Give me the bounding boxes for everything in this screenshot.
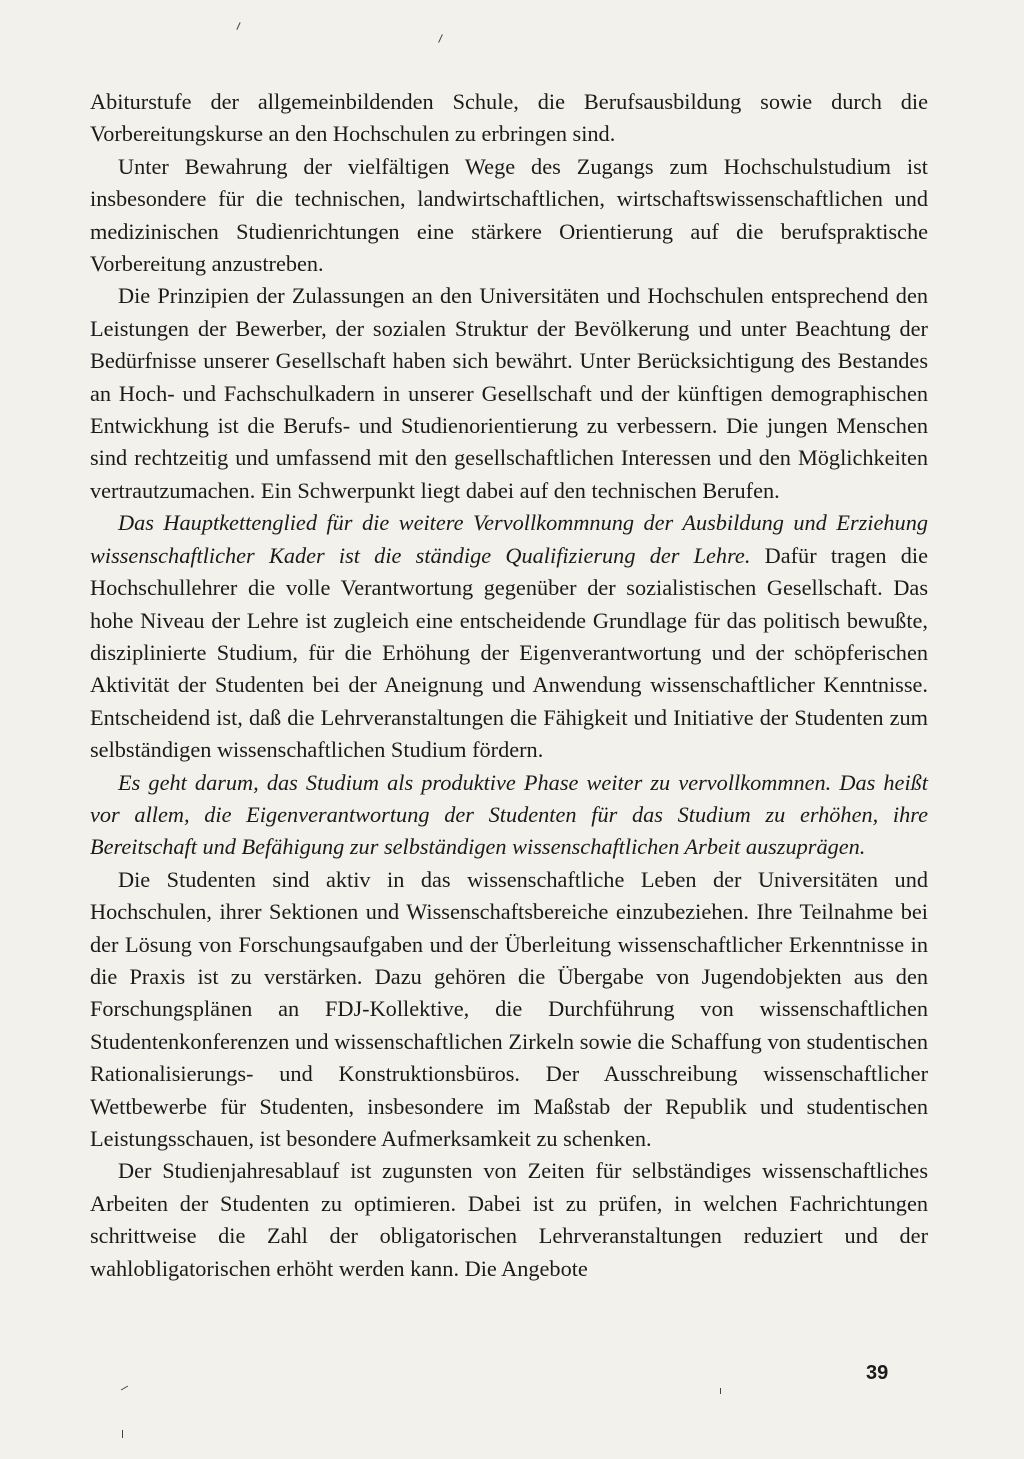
paragraph-4-normal: Dafür tragen die Hochschullehrer die volle Verantwortung gegenüber der sozialistischen Gesellschaft. Das hohe Niveau der Lehre ist zugleich eine entscheidende Grundlage für das politisch bewußte, disziplinierte Studium, für die Erhöhung der Eigenverantwortung und der schöpferischen Aktivität der Studenten bei der Aneignung und Anwendung wissenschaftlicher Kenntnisse. Entscheidend ist, daß die Lehrveranstaltungen die Fähigkeit und Initiative der Studenten zum selbständigen wissenschaftlichen Studium fördern. xyxy=(90,542,928,763)
scan-speck xyxy=(438,34,443,43)
paragraph-3: Die Prinzipien der Zulassungen an den Universitäten und Hochschulen entsprechend den Leistungen der Bewerber, der sozialen Struktur der Bevölkerung und unter Beachtung der Bedürfnisse unserer Gesellschaft haben sich bewährt. Unter Berücksichtigung des Bestandes an Hoch- und Fachschulkadern in unserer Gesellschaft und der künftigen demographischen Entwickhung ist die Berufs- und Studienorientierung zu verbessern. Die jungen Menschen sind rechtzeitig und umfassend mit den gesellschaftlichen Interessen und den Möglichkeiten vertrautzumachen. Ein Schwerpunkt liegt dabei auf den technischen Berufen. xyxy=(90,283,928,503)
paragraph-7: Der Studienjahresablauf ist zugunsten von Zeiten für selbständiges wissenschaftliches Arbeiten der Studenten zu optimieren. Dabei ist zu prüfen, in welchen Fachrichtungen schrittweise die Zahl der obligatorischen Lehrveranstaltungen reduziert und der wahlobligatorischen erhöht werden kann. Die Angebote xyxy=(90,1158,928,1281)
paragraph-1: Abiturstufe der allgemeinbildenden Schule, die Berufsausbildung sowie durch die Vorbereitungskurse an den Hochschulen zu erbringen sind. xyxy=(90,89,928,147)
scan-speck xyxy=(236,22,240,30)
document-body xyxy=(90,86,928,1285)
paragraph-6: Die Studenten sind aktiv in das wissenschaftliche Leben der Universitäten und Hochschulen, ihrer Sektionen und Wissenschaftsbereiche einzubeziehen. Ihre Teilnahme bei der Lösung von Forschungsaufgaben und der Überleitung wissenschaftlicher Erkenntnisse in die Praxis ist zu verstärken. Dazu gehören die Übergabe von Jugendobjekten aus den Forschungsplänen an FDJ-Kollektive, die Durchführung von wissenschaftlichen Studentenkonferenzen und wissenschaftlichen Zirkeln sowie die Schaffung von studentischen Rationalisierungs- und Konstruktionsbüros. Der Ausschreibung wissenschaftlicher Wettbewerbe für Studenten, insbesondere im Maßstab der Republik und studentischen Leistungsschauen, ist besondere Aufmerksamkeit zu schenken. xyxy=(90,866,928,1151)
scan-speck xyxy=(121,1386,128,1391)
scan-speck xyxy=(122,1430,123,1438)
scan-speck xyxy=(720,1388,721,1394)
paragraph-2: Unter Bewahrung der vielfältigen Wege des Zugangs zum Hochschulstudium ist insbesondere für die technischen, landwirtschaftlichen, wirtschaftswissenschaftlichen und medizinischen Studienrichtungen eine stärkere Orientierung auf die berufspraktische Vorbereitung anzustreben. xyxy=(90,153,928,277)
paragraph-5: Es geht darum, das Studium als produktive Phase weiter zu vervollkommnen. Das heißt vor allem, die Eigenverantwortung der Studenten für das Studium zu erhöhen, ihre Bereitschaft und Befähigung zur selbständigen wissenschaftlichen Arbeit auszuprägen. xyxy=(90,769,928,860)
paragraph-4-italic: Das Hauptkettenglied für die weitere Vervollkommnung der Ausbildung und Erziehung wissenschaftlicher Kader ist die ständige Qualifizierung der Lehre. xyxy=(90,510,928,568)
page-number: 39 xyxy=(866,1362,889,1384)
paragraph-4 xyxy=(90,507,928,766)
